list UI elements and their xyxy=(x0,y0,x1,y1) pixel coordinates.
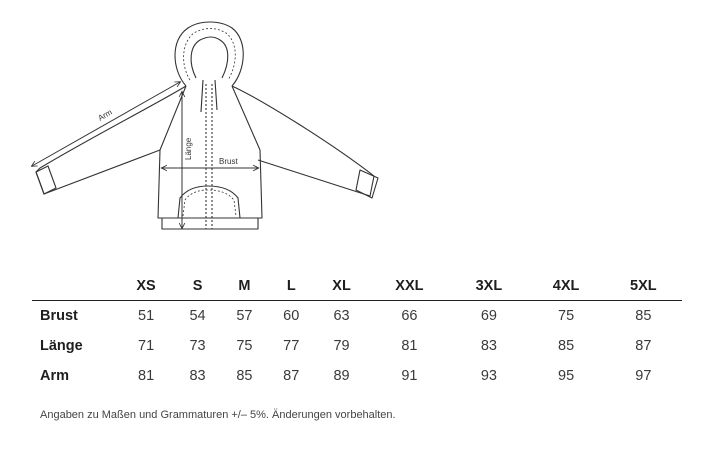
table-cell: 75 xyxy=(236,338,253,354)
drawstring-left xyxy=(201,80,203,112)
table-cell: 57 xyxy=(236,308,253,324)
table-cell: 87 xyxy=(283,368,300,384)
waistband xyxy=(162,218,258,229)
size-header-xl: XL xyxy=(332,278,351,294)
size-header-xxl: XXL xyxy=(395,278,424,294)
size-table-container xyxy=(32,272,682,391)
brust-label: Brust xyxy=(219,157,238,166)
size-header-s: S xyxy=(192,278,203,294)
table-cell: 81 xyxy=(401,338,418,354)
size-header-3xl: 3XL xyxy=(475,278,503,294)
table-cell: 75 xyxy=(558,308,575,324)
size-header-l: L xyxy=(286,278,296,294)
header-corner xyxy=(32,272,118,301)
right-sleeve xyxy=(232,86,374,196)
table-row xyxy=(32,331,682,361)
table-cell: 81 xyxy=(138,368,155,384)
size-header-4xl: 4XL xyxy=(552,278,580,294)
table-cell: 93 xyxy=(480,368,497,384)
hood-outer xyxy=(175,22,243,86)
table-cell: 83 xyxy=(189,368,206,384)
table-cell: 60 xyxy=(283,308,300,324)
hood-inner xyxy=(191,37,228,78)
table-cell: 85 xyxy=(236,368,253,384)
table-cell: 83 xyxy=(480,338,497,354)
hoodie-body xyxy=(158,86,262,218)
table-cell: 54 xyxy=(189,308,206,324)
table-cell: 97 xyxy=(635,368,652,384)
size-header-m: M xyxy=(238,278,251,294)
table-cell: 51 xyxy=(138,308,155,324)
size-header-5xl: 5XL xyxy=(630,278,657,294)
arm-measure-arrow xyxy=(32,82,180,166)
left-cuff xyxy=(36,166,56,194)
kangaroo-pocket xyxy=(178,186,240,218)
table-cell: 73 xyxy=(189,338,206,354)
size-header-row xyxy=(32,272,682,301)
right-cuff xyxy=(356,170,378,198)
size-table xyxy=(32,272,682,391)
row-label: Arm xyxy=(40,368,70,384)
size-header-xs: XS xyxy=(136,278,156,294)
table-row xyxy=(32,301,682,332)
table-cell: 89 xyxy=(333,368,350,384)
table-cell: 91 xyxy=(401,368,418,384)
table-cell: 66 xyxy=(401,308,418,324)
table-cell: 63 xyxy=(333,308,350,324)
drawstring-right xyxy=(215,80,217,110)
table-cell: 95 xyxy=(558,368,575,384)
table-row xyxy=(32,361,682,391)
table-cell: 85 xyxy=(635,308,652,324)
table-cell: 71 xyxy=(138,338,155,354)
table-cell: 77 xyxy=(283,338,300,354)
row-label: Brust xyxy=(40,308,78,324)
arm-label: Arm xyxy=(96,107,114,123)
laenge-label: Länge xyxy=(184,137,193,160)
table-cell: 87 xyxy=(635,338,652,354)
table-cell: 85 xyxy=(558,338,575,354)
table-cell: 69 xyxy=(480,308,497,324)
row-label: Länge xyxy=(40,338,83,354)
table-cell: 79 xyxy=(333,338,350,354)
footnote: Angaben zu Maßen und Grammaturen +/– 5%. Änderungen vorbehalten. xyxy=(40,409,396,421)
